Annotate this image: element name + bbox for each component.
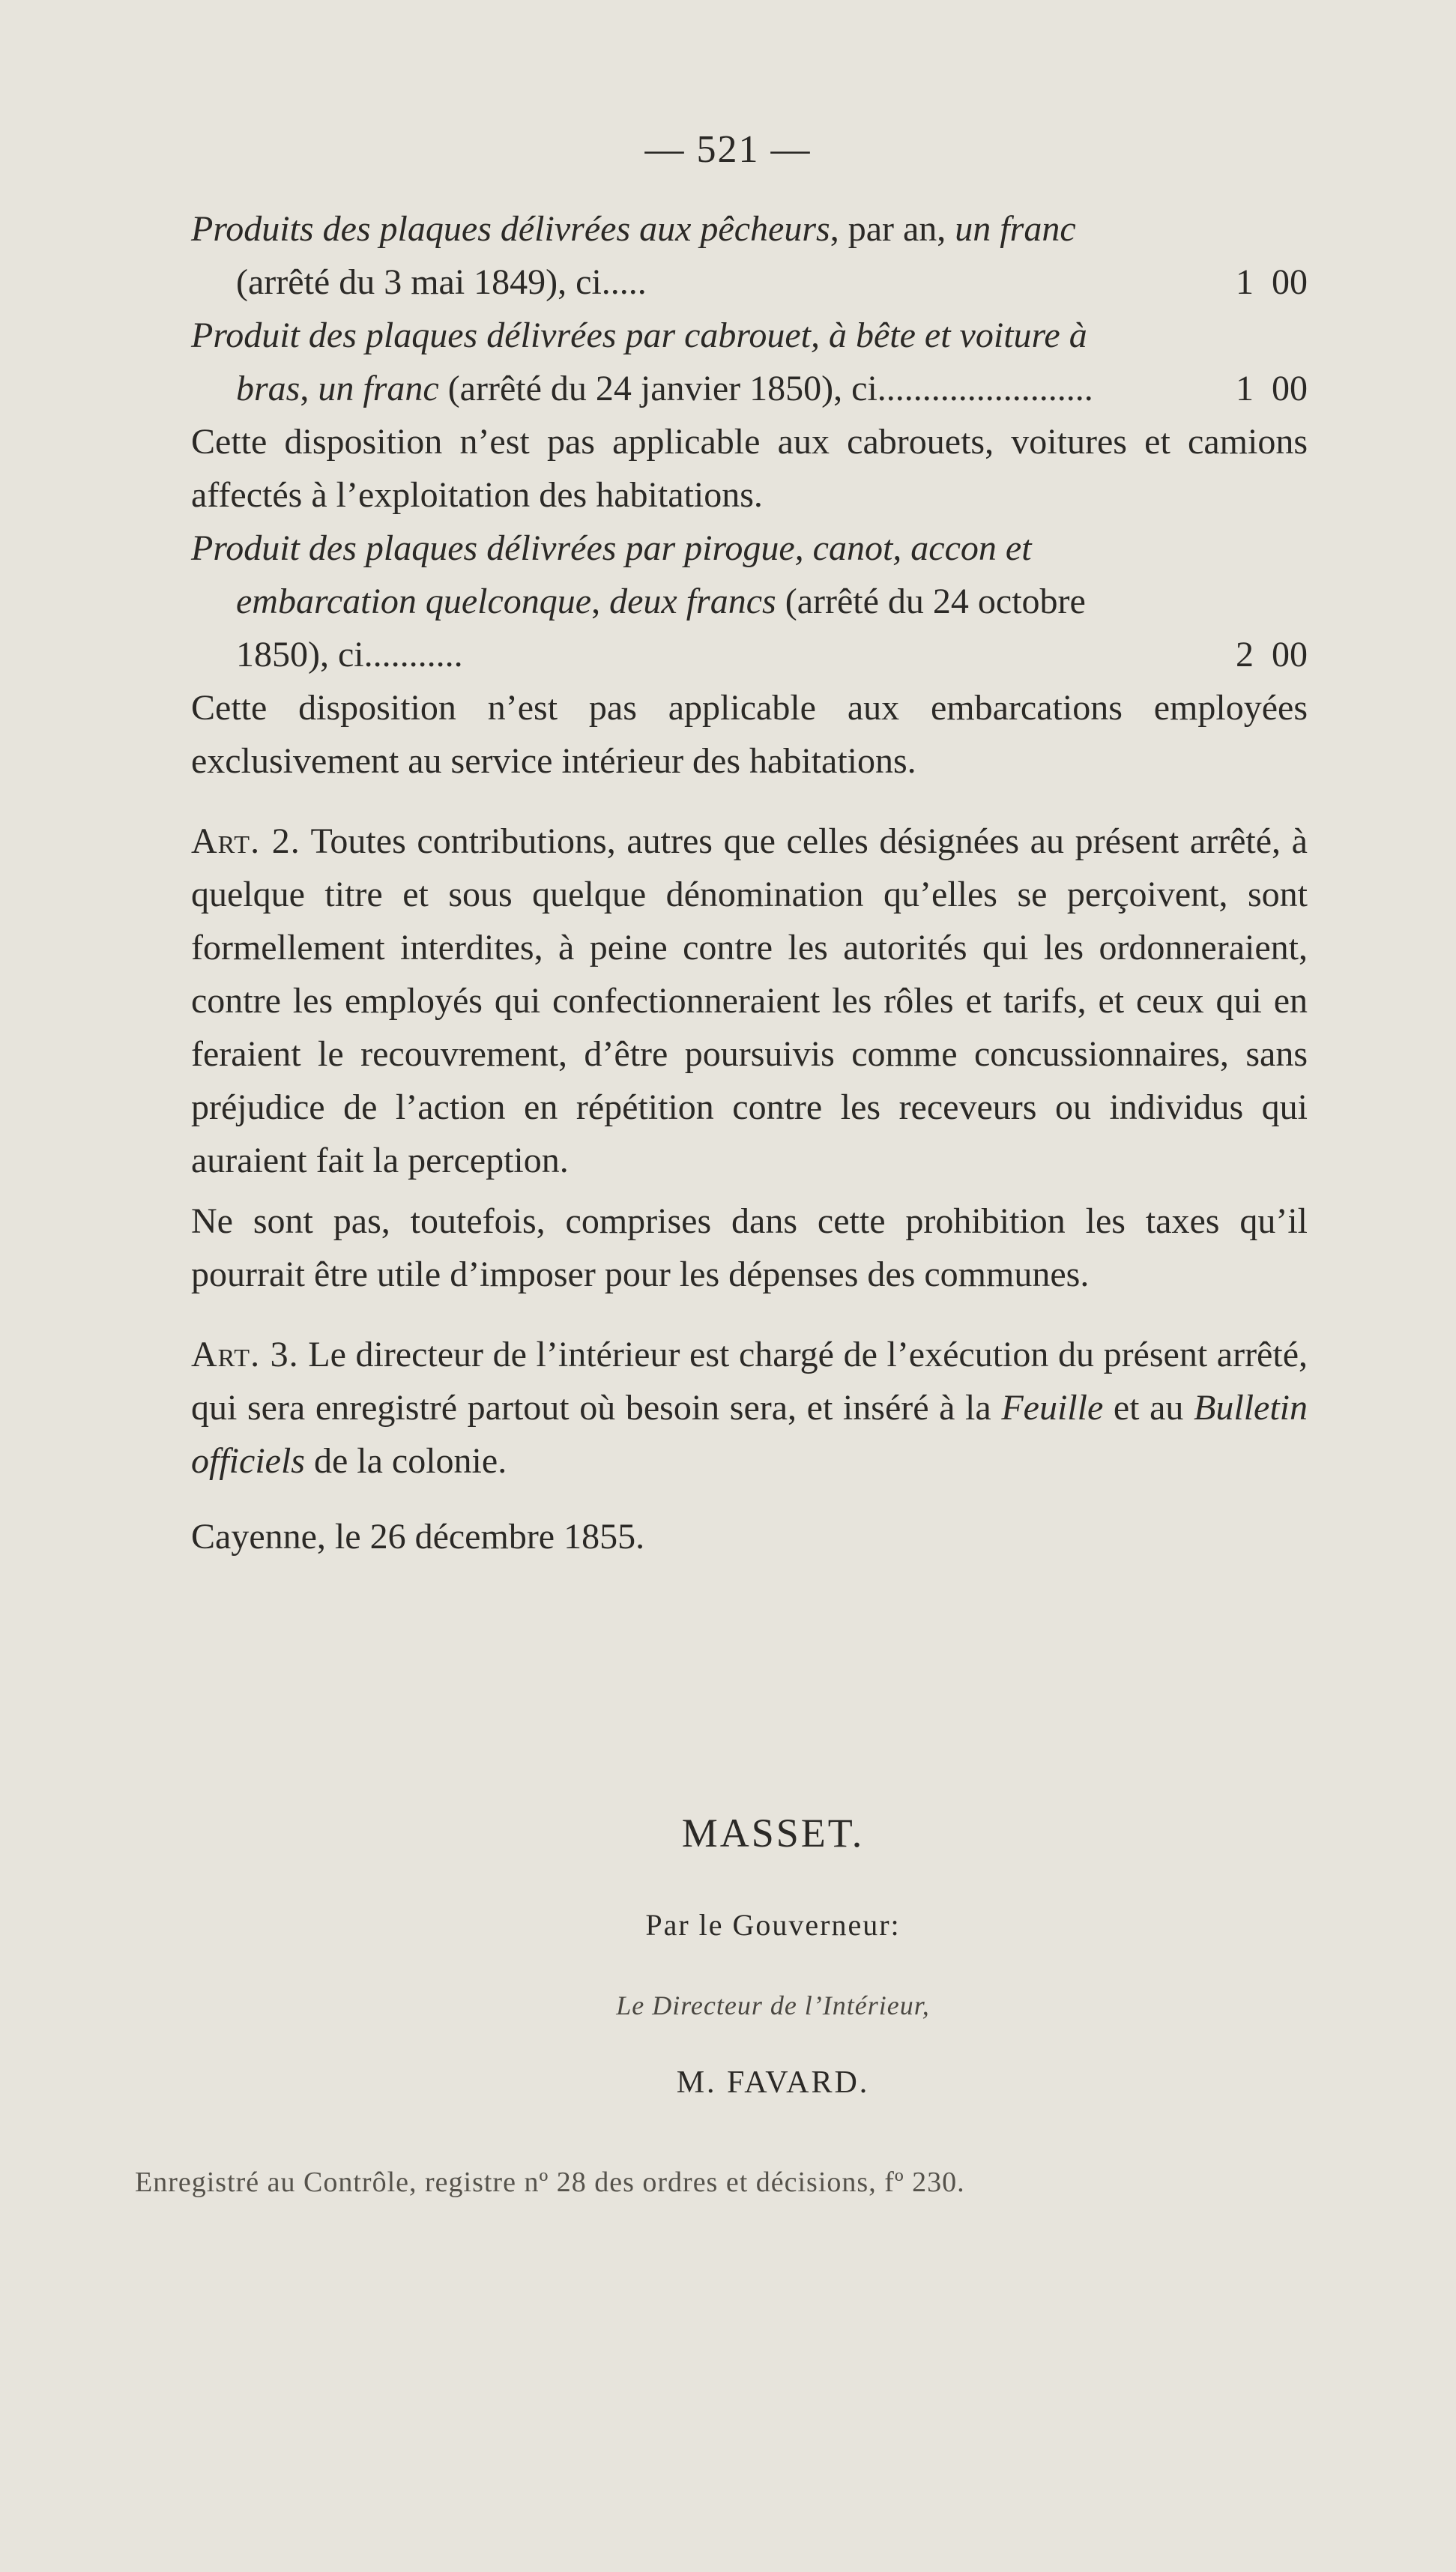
note-embarcations: Cette disposition n’est pas applicable aux embarcations employées exclusivement au service intérieur des habitations. — [191, 688, 1308, 781]
article-2 — [191, 815, 1308, 1187]
article-text-end: de la colonie. — [304, 1441, 507, 1481]
entry-text: , par an, — [830, 209, 955, 249]
entry-reference: (arrêté du 24 janvier 1850), ci........................ — [438, 369, 1093, 408]
entry-amount: 1 00 — [1236, 262, 1308, 302]
feuille-italic: Feuille — [1001, 1388, 1104, 1428]
tariff-entry-pirogue — [191, 522, 1308, 681]
entry-title: Produit des plaques délivrées par cabrouet, à bête et voiture à bras — [191, 316, 1087, 408]
body-text — [191, 202, 1308, 1563]
article-3 — [191, 1328, 1308, 1488]
place-date: Cayenne, le 26 décembre 1855. — [191, 1517, 645, 1557]
entry-amount: 1 00 — [1236, 369, 1308, 408]
signature-governor: MASSET. — [681, 1811, 865, 1856]
article-text-join: et au — [1103, 1388, 1194, 1428]
article-text: Toutes contributions, autres que celles désignées au présent arrêté, à quelque titre et sous quelque dénomination qu’elles se perçoivent, sont formellement interdites, à peine contre les autorités qui les ordonneraient, contre les employés qui confectionneraient les rôles et tarifs, et ceux qui en feraient le recouvrement, d’être poursuivis comme concussionnaires, sans préjudice de l’action en répétition contre les receveurs ou individus qui auraient fait la perception. — [191, 821, 1308, 1180]
entry-price-words: un franc — [318, 369, 439, 408]
entry-price-words: deux francs — [609, 582, 776, 621]
entry-title: Produits des plaques délivrées aux pêcheurs — [191, 209, 830, 249]
par-le-gouverneur: Par le Gouverneur: — [645, 1908, 901, 1942]
article-text: Le directeur de l’intérieur est chargé de l’exécution du présent arrêté, qui sera enregistré partout où besoin sera, et inséré à la — [191, 1335, 1308, 1428]
director-role: Le Directeur de l’Intérieur, — [616, 1990, 930, 2020]
entry-text: , — [591, 582, 610, 621]
signature-director: M. FAVARD. — [676, 2065, 870, 2100]
entry-reference: (arrêté du 24 octobre 1850), ci........... — [236, 582, 1086, 674]
entry-text: , — [300, 369, 318, 408]
entry-price-words: un franc — [955, 209, 1076, 249]
entry-reference: (arrêté du 3 mai 1849), ci..... — [236, 262, 647, 302]
tariff-entry-cabrouet — [191, 309, 1308, 415]
paragraph-prohibition: Ne sont pas, toutefois, comprises dans cette prohibition les taxes qu’il pourrait être utile d’imposer pour les dépenses des communes. — [191, 1201, 1308, 1294]
page-number: — 521 — — [644, 128, 812, 171]
tariff-entry-pecheurs — [191, 202, 1308, 309]
registration-footer: Enregistré au Contrôle, registre nº 28 des ordres et décisions, fº 230. — [135, 2167, 965, 2198]
article-label: Art. 3. — [191, 1335, 299, 1374]
article-label: Art. 2. — [191, 821, 300, 861]
entry-amount: 2 00 — [1236, 635, 1308, 674]
note-cabrouets: Cette disposition n’est pas applicable aux cabrouets, voitures et camions affectés à l’exploitation des habitations. — [191, 422, 1308, 515]
entry-title: Produit des plaques délivrées par pirogue, canot, accon et embarcation quelconque — [191, 528, 1032, 621]
bulletin-italic: Bulletin officiels — [191, 1388, 1308, 1481]
